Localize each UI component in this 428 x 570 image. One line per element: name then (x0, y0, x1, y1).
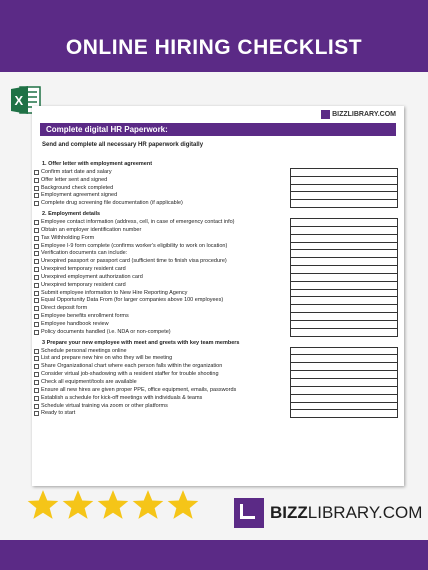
checklist-item-label: Equal Opportunity Data From (for larger companies above 100 employees) (41, 297, 224, 304)
checklist-item-label: Employee benefits enrollment forms (41, 313, 129, 320)
checklist-item (32, 265, 404, 273)
bottom-band (0, 540, 428, 570)
section-heading (32, 160, 404, 168)
brand-logo (234, 496, 422, 530)
checklist-item (32, 328, 404, 336)
checklist-item (32, 191, 404, 199)
checklist-item-label: Offer letter sent and signed (41, 176, 108, 183)
notes-cell[interactable] (290, 199, 398, 208)
notes-cell[interactable] (290, 296, 398, 304)
checklist-item (32, 281, 404, 289)
checkbox[interactable] (34, 178, 39, 183)
checklist-item (32, 289, 404, 297)
svg-text:X: X (14, 93, 24, 108)
checkbox[interactable] (34, 314, 39, 319)
checkbox[interactable] (34, 356, 39, 361)
checkbox[interactable] (34, 244, 39, 249)
checkbox[interactable] (34, 404, 39, 409)
notes-cell[interactable] (290, 394, 398, 402)
notes-cell[interactable] (290, 226, 398, 234)
checklist-item-label: Consider virtual job-shadowing with a resident staffer for trouble shooting (41, 371, 219, 378)
checklist-item (32, 168, 404, 176)
checklist-item (32, 378, 404, 386)
checkbox[interactable] (34, 236, 39, 241)
notes-cell[interactable] (290, 249, 398, 257)
checkbox[interactable] (34, 388, 39, 393)
section-heading-text: 1. Offer letter with employment agreement (42, 161, 153, 167)
checkbox[interactable] (34, 322, 39, 327)
checklist-item-label: Unexpired temporary resident card (41, 281, 126, 288)
checklist-item-label: Employee I-9 form complete (confirms worker's eligibility to work on location) (41, 242, 228, 249)
notes-cell[interactable] (290, 312, 398, 320)
notes-cell[interactable] (290, 281, 398, 289)
notes-cell[interactable] (290, 289, 398, 297)
checklist-item (32, 296, 404, 304)
checklist-item (32, 234, 404, 242)
title-banner (0, 0, 428, 72)
checkbox[interactable] (34, 275, 39, 280)
notes-cell[interactable] (290, 354, 398, 362)
checklist-item-label: Tax Withholding Form (41, 234, 95, 241)
checklist-item-label: Confirm start date and salary (41, 168, 112, 175)
checklist-item-label: Schedule virtual training via zoom or other platforms (41, 402, 168, 409)
section-heading (32, 210, 404, 218)
star-icon (26, 488, 60, 522)
checklist-item-label: Employee contact information (address, cell, in case of emergency contact info) (41, 218, 235, 225)
notes-cell[interactable] (290, 176, 398, 184)
checklist-item (32, 386, 404, 394)
notes-cell[interactable] (290, 273, 398, 281)
checklist-item-label: Direct deposit form (41, 305, 88, 312)
star-icon (166, 488, 200, 522)
checkbox[interactable] (34, 170, 39, 175)
checklist-item-label: Background check completed (41, 184, 114, 191)
checkbox[interactable] (34, 186, 39, 191)
notes-cell[interactable] (290, 362, 398, 370)
notes-cell[interactable] (290, 304, 398, 312)
checkbox[interactable] (34, 283, 39, 288)
checkbox[interactable] (34, 330, 39, 335)
checklist-item (32, 249, 404, 257)
checklist-item (32, 184, 404, 192)
page-title: ONLINE HIRING CHECKLIST (65, 36, 363, 59)
checklist-item (32, 354, 404, 362)
star-rating (26, 488, 206, 528)
checklist-item-label: Unexpired employment authorization card (41, 273, 143, 280)
checklist-item (32, 402, 404, 410)
notes-cell[interactable] (290, 378, 398, 386)
checklist-item (32, 218, 404, 226)
checklist-item (32, 370, 404, 378)
checklist-item-label: Complete drug screening file documentation (if applicable) (41, 200, 183, 207)
checklist-item (32, 257, 404, 265)
notes-cell[interactable] (290, 184, 398, 192)
notes-cell[interactable] (290, 257, 398, 265)
sheet-logo-text: BIZZLIBRARY.COM (332, 110, 396, 118)
checklist-item (32, 394, 404, 402)
checkbox[interactable] (34, 364, 39, 369)
checkbox[interactable] (34, 193, 39, 198)
checklist-item-label: Policy documents handled (i.e. NDA or non-compete) (41, 328, 171, 335)
checkbox[interactable] (34, 396, 39, 401)
notes-cell[interactable] (290, 347, 398, 355)
checkbox[interactable] (34, 291, 39, 296)
notes-cell[interactable] (290, 234, 398, 242)
section-heading-text: 3 Prepare your new employee with meet and greets with key team members (42, 339, 240, 346)
checklist-item-label: Submit employee information to New Hire Reporting Agency (41, 289, 188, 296)
notes-cell[interactable] (290, 168, 398, 176)
checklist-item (32, 362, 404, 370)
checklist-document (32, 106, 404, 486)
checklist-item-label: Schedule personal meetings online (41, 347, 127, 354)
checklist-item (32, 226, 404, 234)
checklist-item (32, 320, 404, 328)
checkbox[interactable] (34, 349, 39, 354)
logo-icon (321, 110, 330, 119)
notes-cell[interactable] (290, 402, 398, 410)
checkbox[interactable] (34, 372, 39, 377)
checklist-item-label: Unexpired passport or passport card (sufficient time to finish visa procedure) (41, 258, 227, 265)
checklist-item (32, 176, 404, 184)
checkbox[interactable] (34, 298, 39, 303)
notes-cell[interactable] (290, 370, 398, 378)
notes-cell[interactable] (290, 386, 398, 394)
checkbox[interactable] (34, 411, 39, 416)
checkbox[interactable] (34, 259, 39, 264)
notes-cell[interactable] (290, 409, 398, 418)
checklist-item (32, 312, 404, 320)
star-icon (131, 488, 165, 522)
star-icon (61, 488, 95, 522)
checkbox[interactable] (34, 228, 39, 233)
checklist-item-label: Unexpired temporary resident card (41, 266, 126, 273)
checklist-item-label: Share Organizational chart where each person falls within the organization (41, 363, 223, 370)
checklist-item-label: Ensure all new hires are given proper PPE, office equipment, emails, passwords (41, 386, 237, 393)
brand-logo-icon (234, 498, 264, 528)
checklist-item-label: Ready to start (41, 410, 76, 417)
notes-cell[interactable] (290, 328, 398, 337)
checklist-item-label: Establish a schedule for kick-off meetings with individuals & teams (41, 394, 203, 401)
checkbox[interactable] (34, 201, 39, 206)
checklist-item (32, 347, 404, 355)
notes-cell[interactable] (290, 191, 398, 199)
checkbox[interactable] (34, 306, 39, 311)
notes-cell[interactable] (290, 320, 398, 328)
checklist-item-label: Verification documents can include: (41, 250, 128, 257)
checklist-item-label: List and prepare new hire on who they will be meeting (41, 355, 173, 362)
sheet-header: Complete digital HR Paperwork: (40, 123, 396, 136)
section-heading-text: 2. Employment details (42, 211, 101, 218)
checklist-item-label: Employment agreement signed (41, 192, 118, 199)
checklist-item (32, 304, 404, 312)
notes-cell[interactable] (290, 265, 398, 273)
sheet-logo (321, 108, 396, 120)
checklist-item-label: Obtain an employer identification number (41, 226, 142, 233)
checklist-item (32, 242, 404, 250)
checkbox[interactable] (34, 267, 39, 272)
star-icon (96, 488, 130, 522)
checklist-item-label: Employee handbook review (41, 321, 109, 327)
section-heading (32, 339, 404, 347)
checklist-item-label: Check all equipment/tools are available (41, 378, 137, 385)
checklist-item (32, 199, 404, 207)
brand-name: BIZZLIBRARY.COM (270, 503, 423, 522)
checkbox[interactable] (34, 220, 39, 225)
checkbox[interactable] (34, 251, 39, 256)
sheet-subtitle: Send and complete all necessary HR paperwork digitally (42, 142, 204, 148)
checklist-item (32, 409, 404, 417)
notes-cell[interactable] (290, 242, 398, 250)
notes-cell[interactable] (290, 218, 398, 226)
checklist-item (32, 273, 404, 281)
checkbox[interactable] (34, 380, 39, 385)
